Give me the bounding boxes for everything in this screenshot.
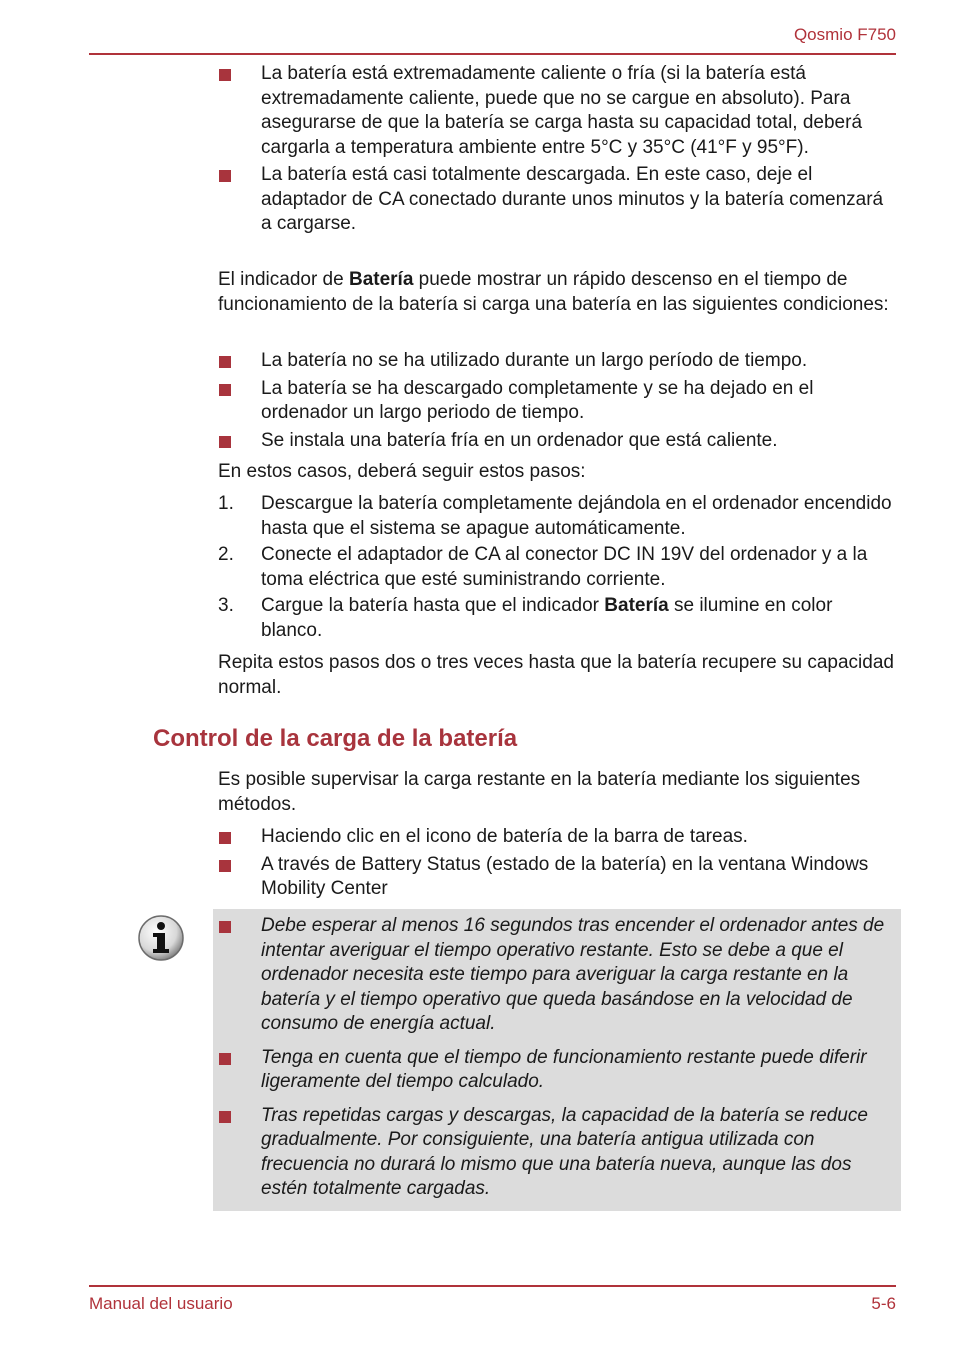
bullet-icon	[219, 69, 231, 81]
steps-list	[218, 492, 898, 645]
list-item: La batería se ha descargado completamente y se ha dejado en el ordenador un largo periodo de tiempo.	[218, 377, 898, 426]
step-item: 1. Descargue la batería completamente dejándola en el ordenador encendido hasta que el sistema se apague automáticamente.	[218, 493, 892, 539]
list-item: A través de Battery Status (estado de la batería) en la ventana Windows Mobility Center	[218, 853, 898, 902]
step-item: 3. Cargue la batería hasta que el indicador Batería se ilumine en color blanco.	[218, 595, 833, 641]
list-methods	[218, 825, 898, 905]
bullet-icon	[219, 436, 231, 448]
list-conditions	[218, 349, 898, 456]
note-item: Debe esperar al menos 16 segundos tras encender el ordenador antes de intentar averiguar el tiempo operativo restante. Esto se debe a que el ordenador necesita este tiempo para averiguar la carga restante en la batería y el tiempo operativo que queda basándose en la velocidad de consumo de energía actual.	[218, 914, 898, 1037]
bullet-icon	[219, 170, 231, 182]
bullet-icon	[219, 921, 231, 933]
bullet-icon	[219, 1111, 231, 1123]
header-rule	[89, 53, 896, 55]
steps-intro: En estos casos, deberá seguir estos pasos:	[218, 461, 586, 482]
bold-term: Batería	[604, 595, 669, 616]
list-item: Haciendo clic en el icono de batería de la barra de tareas.	[218, 825, 898, 850]
bullet-icon	[219, 860, 231, 872]
indicator-paragraph: El indicador de Batería puede mostrar un rápido descenso en el tiempo de funcionamiento de la batería si carga una batería en las siguientes condiciones:	[218, 269, 889, 315]
info-icon	[137, 914, 185, 962]
list-item: La batería no se ha utilizado durante un largo período de tiempo.	[218, 349, 898, 374]
bullet-icon	[219, 832, 231, 844]
list-item: La batería está extremadamente caliente o fría (si la batería está extremadamente caliente, puede que no se cargue en absoluto). Para asegurarse de que la batería se carga hasta su capacidad total, deberá cargarla a temperatura ambiente entre 5°C y 35°C (41°F y 95°F).	[218, 62, 898, 160]
section-title: Control de la carga de la batería	[153, 725, 518, 752]
note-item: Tenga en cuenta que el tiempo de funcionamiento restante puede diferir ligeramente del tiempo calculado.	[218, 1046, 898, 1095]
bold-term: Batería	[348, 269, 414, 290]
bullet-icon	[219, 384, 231, 396]
bullet-icon	[219, 1053, 231, 1065]
page-number: 5-6	[871, 1294, 896, 1313]
note-list	[218, 914, 898, 1211]
footer-manual: Manual del usuario	[89, 1294, 233, 1313]
methods-paragraph: Es posible supervisar la carga restante en la batería mediante los siguientes métodos.	[218, 769, 861, 815]
list-item: La batería está casi totalmente descargada. En este caso, deje el adaptador de CA conectado durante unos minutos y la batería comenzará a cargarse.	[218, 163, 898, 237]
note-item: Tras repetidas cargas y descargas, la capacidad de la batería se reduce gradualmente. Por consiguiente, una batería antigua utilizada con frecuencia no durará lo mismo que una batería nueva, aunque las dos estén totalmente cargadas.	[218, 1104, 898, 1202]
step-item: 2. Conecte el adaptador de CA al conector DC IN 19V del ordenador y a la toma eléctrica que esté suministrando corriente.	[218, 544, 868, 590]
header-model: Qosmio F750	[793, 25, 896, 44]
bullet-icon	[219, 356, 231, 368]
list-overheat	[218, 62, 898, 240]
repeat-paragraph: Repita estos pasos dos o tres veces hasta que la batería recupere su capacidad normal.	[218, 652, 894, 698]
footer-rule	[89, 1285, 896, 1287]
list-item: Se instala una batería fría en un ordenador que está caliente.	[218, 429, 898, 454]
note-box	[213, 909, 901, 1211]
